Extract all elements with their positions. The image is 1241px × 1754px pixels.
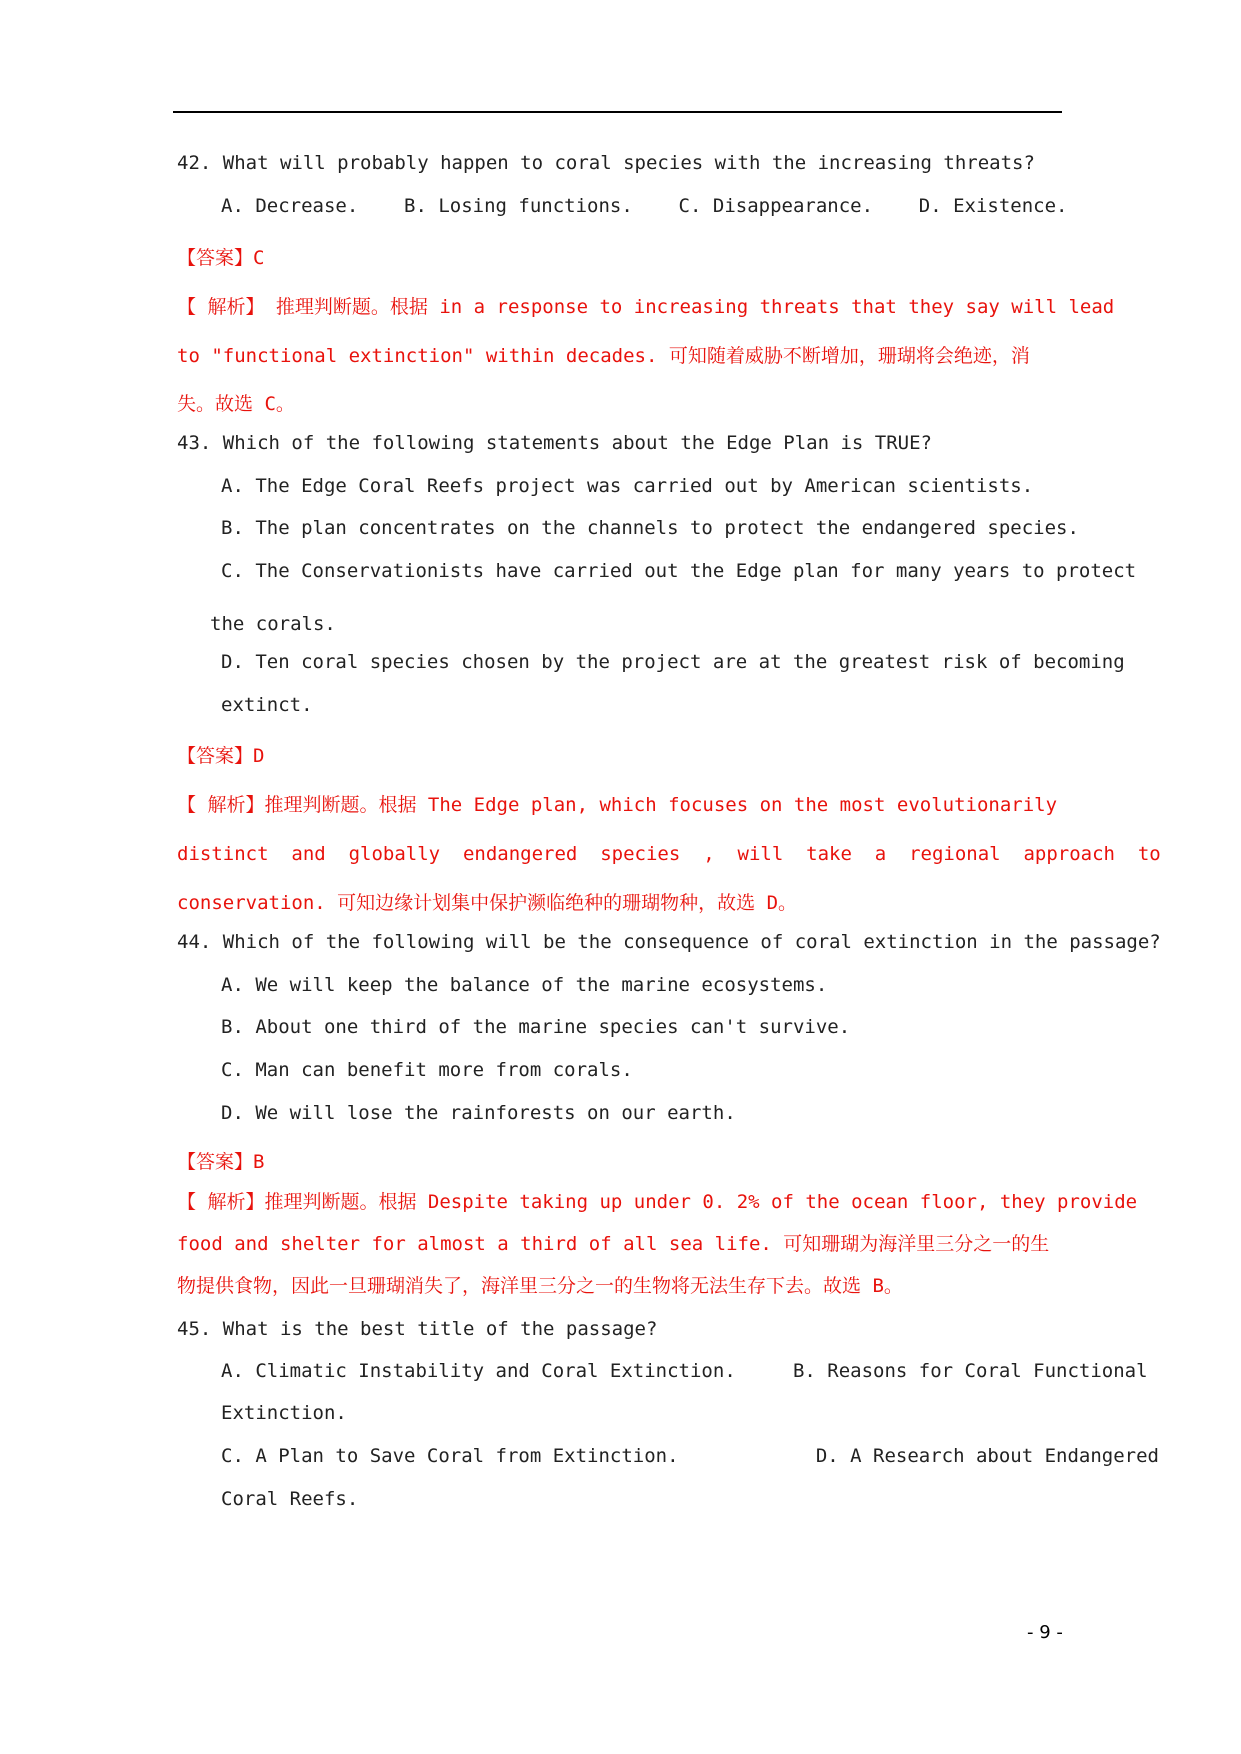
question-44-option: A. We will keep the balance of the marine ecosystems.: [221, 974, 828, 996]
question-44-option: D. We will lose the rainforests on our earth.: [221, 1102, 736, 1124]
header-rule: [173, 111, 1062, 113]
question-42-explanation-line: 失。故选 C。: [177, 393, 295, 415]
question-43-stem: 43. Which of the following statements about the Edge Plan is TRUE?: [177, 432, 932, 454]
question-43-option-continuation: the corals.: [210, 613, 336, 635]
question-42-explanation-line: to "functional extinction" within decades. 可知随着威胁不断增加，珊瑚将会绝迹，消: [177, 345, 1030, 367]
question-44-stem: 44. Which of the following will be the consequence of coral extinction in the passage?: [177, 931, 1161, 953]
question-42-options: A. Decrease. B. Losing functions. C. Disappearance. D. Existence.: [221, 195, 1068, 217]
question-43-answer: 【答案】D: [177, 745, 265, 767]
question-44-explanation-line: 物提供食物，因此一旦珊瑚消失了，海洋里三分之一的生物将无法生存下去。故选 B。: [177, 1275, 903, 1297]
question-43-option: B. The plan concentrates on the channels to protect the endangered species.: [221, 517, 1079, 539]
question-43-option: D. Ten coral species chosen by the project are at the greatest risk of becoming: [221, 651, 1125, 673]
question-43-explanation-line: 【 解析】推理判断题。根据 The Edge plan, which focuses on the most evolutionarily: [177, 794, 1058, 816]
question-44-explanation-line: food and shelter for almost a third of all sea life. 可知珊瑚为海洋里三分之一的生: [177, 1233, 1050, 1255]
question-45-option: A. Climatic Instability and Coral Extinction. B. Reasons for Coral Functional: [221, 1360, 1148, 1382]
question-43-explanation-line: conservation. 可知边缘计划集中保护濒临绝种的珊瑚物种，故选 D。: [177, 892, 798, 914]
question-42-answer: 【答案】C: [177, 247, 265, 269]
question-43-option: C. The Conservationists have carried out the Edge plan for many years to protect: [221, 560, 1137, 582]
question-45-stem: 45. What is the best title of the passage?: [177, 1318, 658, 1340]
question-42-explanation-line: 【 解析】 推理判断题。根据 in a response to increasing threats that they say will lead: [177, 296, 1115, 318]
question-43-option: A. The Edge Coral Reefs project was carried out by American scientists.: [221, 475, 1034, 497]
question-45-option-continuation: Extinction.: [221, 1402, 347, 1424]
question-44-option: C. Man can benefit more from corals.: [221, 1059, 633, 1081]
question-43-explanation-line: distinct and globally endangered species , will take a regional approach to: [177, 843, 1161, 865]
question-42-stem: 42. What will probably happen to coral species with the increasing threats?: [177, 152, 1035, 174]
question-45-option: C. A Plan to Save Coral from Extinction. D. A Research about Endangered: [221, 1445, 1159, 1467]
question-44-answer: 【答案】B: [177, 1151, 265, 1173]
question-45-option-continuation: Coral Reefs.: [221, 1488, 359, 1510]
question-44-option: B. About one third of the marine species can't survive.: [221, 1016, 851, 1038]
question-43-option-continuation: extinct.: [221, 694, 313, 716]
page-number: - 9 -: [1027, 1622, 1063, 1643]
question-44-explanation-line: 【 解析】推理判断题。根据 Despite taking up under 0. 2% of the ocean floor, they provide: [177, 1191, 1138, 1213]
